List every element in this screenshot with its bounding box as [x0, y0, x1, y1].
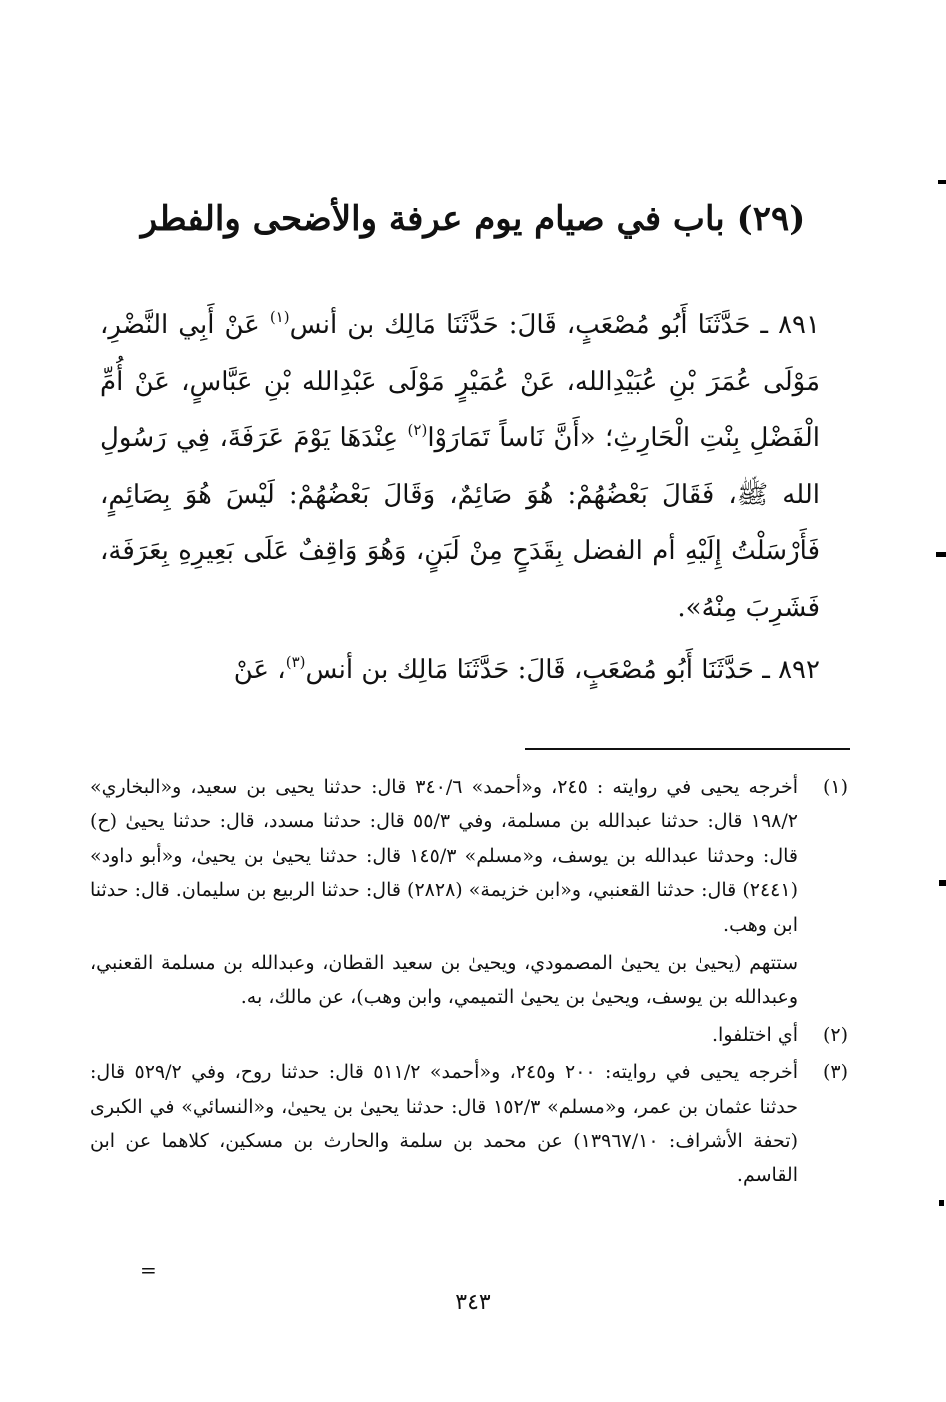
page-number: ٣٤٣ [455, 1290, 491, 1315]
footnote-separator [525, 748, 850, 750]
footnote-2 [90, 1018, 848, 1052]
footnote-2-paragraph-1: أي اختلفوا. [712, 1023, 798, 1046]
hadith-891-chain: عَنْ أَبِي النَّضْرِ، مَوْلَى عُمَرَ بْنِ عُبَيْدِالله، عَنْ عُمَيْرٍ مَوْلَى عَبْدِالله بْنِ عَبَّاسٍ، عَنْ أُمِّ الْفَضْلِ بِنْتِ الْحَارِثِ؛ «أَنَّ نَاساً تَمَارَوْا [100, 310, 820, 453]
footnote-3-paragraph-1: أخرجه يحيى في روايته: ٢٠٠ و٢٤٥، و«أحمد» ٥١١/٢ قال: حدثنا روح، وفي ٥٢٩/٢ قال: حدثنا عثمان بن عمر، و«مسلم» ١٥٢/٣ قال: حدثنا يحيىٰ بن يحيىٰ، و«النسائي» في الكبرى (تحفة الأشراف: ١٣٩٦٧/١٠) عن محمد بن سلمة والحارث بن مسكين، كلاهما عن ابن القاسم. [90, 1061, 798, 1187]
scan-mark [939, 1200, 944, 1206]
hadith-891 [100, 297, 820, 636]
footnote-body [90, 770, 798, 1015]
footnote-1-paragraph-1: أخرجه يحيى في روايته : ٢٤٥، و«أحمد» ٣٤٠/٦ قال: حدثنا يحيى بن سعيد، و«البخاري» ١٩٨/٢ قال: حدثنا عبدالله بن مسلمة، وفي ٥٥/٣ قال: حدثنا مسدد، قال: حدثنا يحيىٰ (ح) قال: وحدثنا عبدالله بن يوسف، و«مسلم» ١٤٥/٣ قال: حدثنا يحيىٰ بن يحيىٰ، و«أبو داود» (٢٤٤١) قال: حدثنا القعنبي، و«ابن خزيمة» (٢٨٢٨) قال: حدثنا الربيع بن سليمان. قال: حدثنا ابن وهب. [90, 776, 799, 936]
footnote-number: (٢) [822, 1023, 848, 1046]
footnote-3 [90, 1055, 848, 1193]
scan-mark [936, 552, 946, 557]
hadith-891-opening: ٨٩١ ـ حَدَّثَنَا أَبُو مُصْعَبٍ، قَالَ: حَدَّثَنَا مَالِك بن أنس [289, 310, 820, 340]
footnote-1 [90, 770, 848, 1015]
hadith-891-text: عِنْدَهَا يَوْمَ عَرَفَةَ، فِي رَسُولِ الله ﷺ، فَقَالَ بَعْضُهُمْ: هُوَ صَائِمٌ، وَقَالَ بَعْضُهُمْ: لَيْسَ هُوَ بِصَائِمٍ، فَأَرْسَلْتُ إِلَيْهِ أم الفضل بِقَدَحٍ مِنْ لَبَنٍ، وَهُوَ وَاقِفٌ عَلَى بَعِيرِهِ بِعَرَفَة، فَشَرِبَ مِنْهُ». [100, 423, 820, 623]
footnote-body [90, 1018, 798, 1052]
main-text [100, 297, 820, 699]
continuation-mark: = [140, 1258, 157, 1282]
footnote-ref-3[interactable]: (٣) [285, 653, 306, 671]
footnotes-section [90, 770, 848, 1196]
scan-mark [938, 180, 946, 184]
hadith-892-continuation: ، عَنْ [233, 655, 286, 685]
hadith-892-opening: ٨٩٢ ـ حَدَّثَنَا أَبُو مُصْعَبٍ، قَالَ: حَدَّثَنَا مَالِك بن أنس [305, 655, 820, 685]
footnote-number: (٣) [822, 1061, 848, 1084]
hadith-892 [100, 642, 820, 699]
footnote-body [90, 1055, 798, 1193]
scan-mark [939, 880, 946, 886]
footnote-number: (١) [822, 776, 848, 798]
chapter-title: (٢٩) باب في صيام يوم عرفة والأضحى والفطر [140, 199, 806, 239]
footnote-ref-1[interactable]: (١) [269, 308, 290, 326]
footnote-1-paragraph-2: ستتهم (يحيىٰ بن يحيىٰ المصمودي، ويحيىٰ بن سعيد القطان، وعبدالله بن مسلمة القعنبي، وعبدالله بن يوسف، ويحيىٰ بن يحيىٰ التميمي، وابن وهب)، عن مالك، به. [90, 952, 798, 1009]
footnote-ref-2[interactable]: (٢) [407, 421, 428, 439]
